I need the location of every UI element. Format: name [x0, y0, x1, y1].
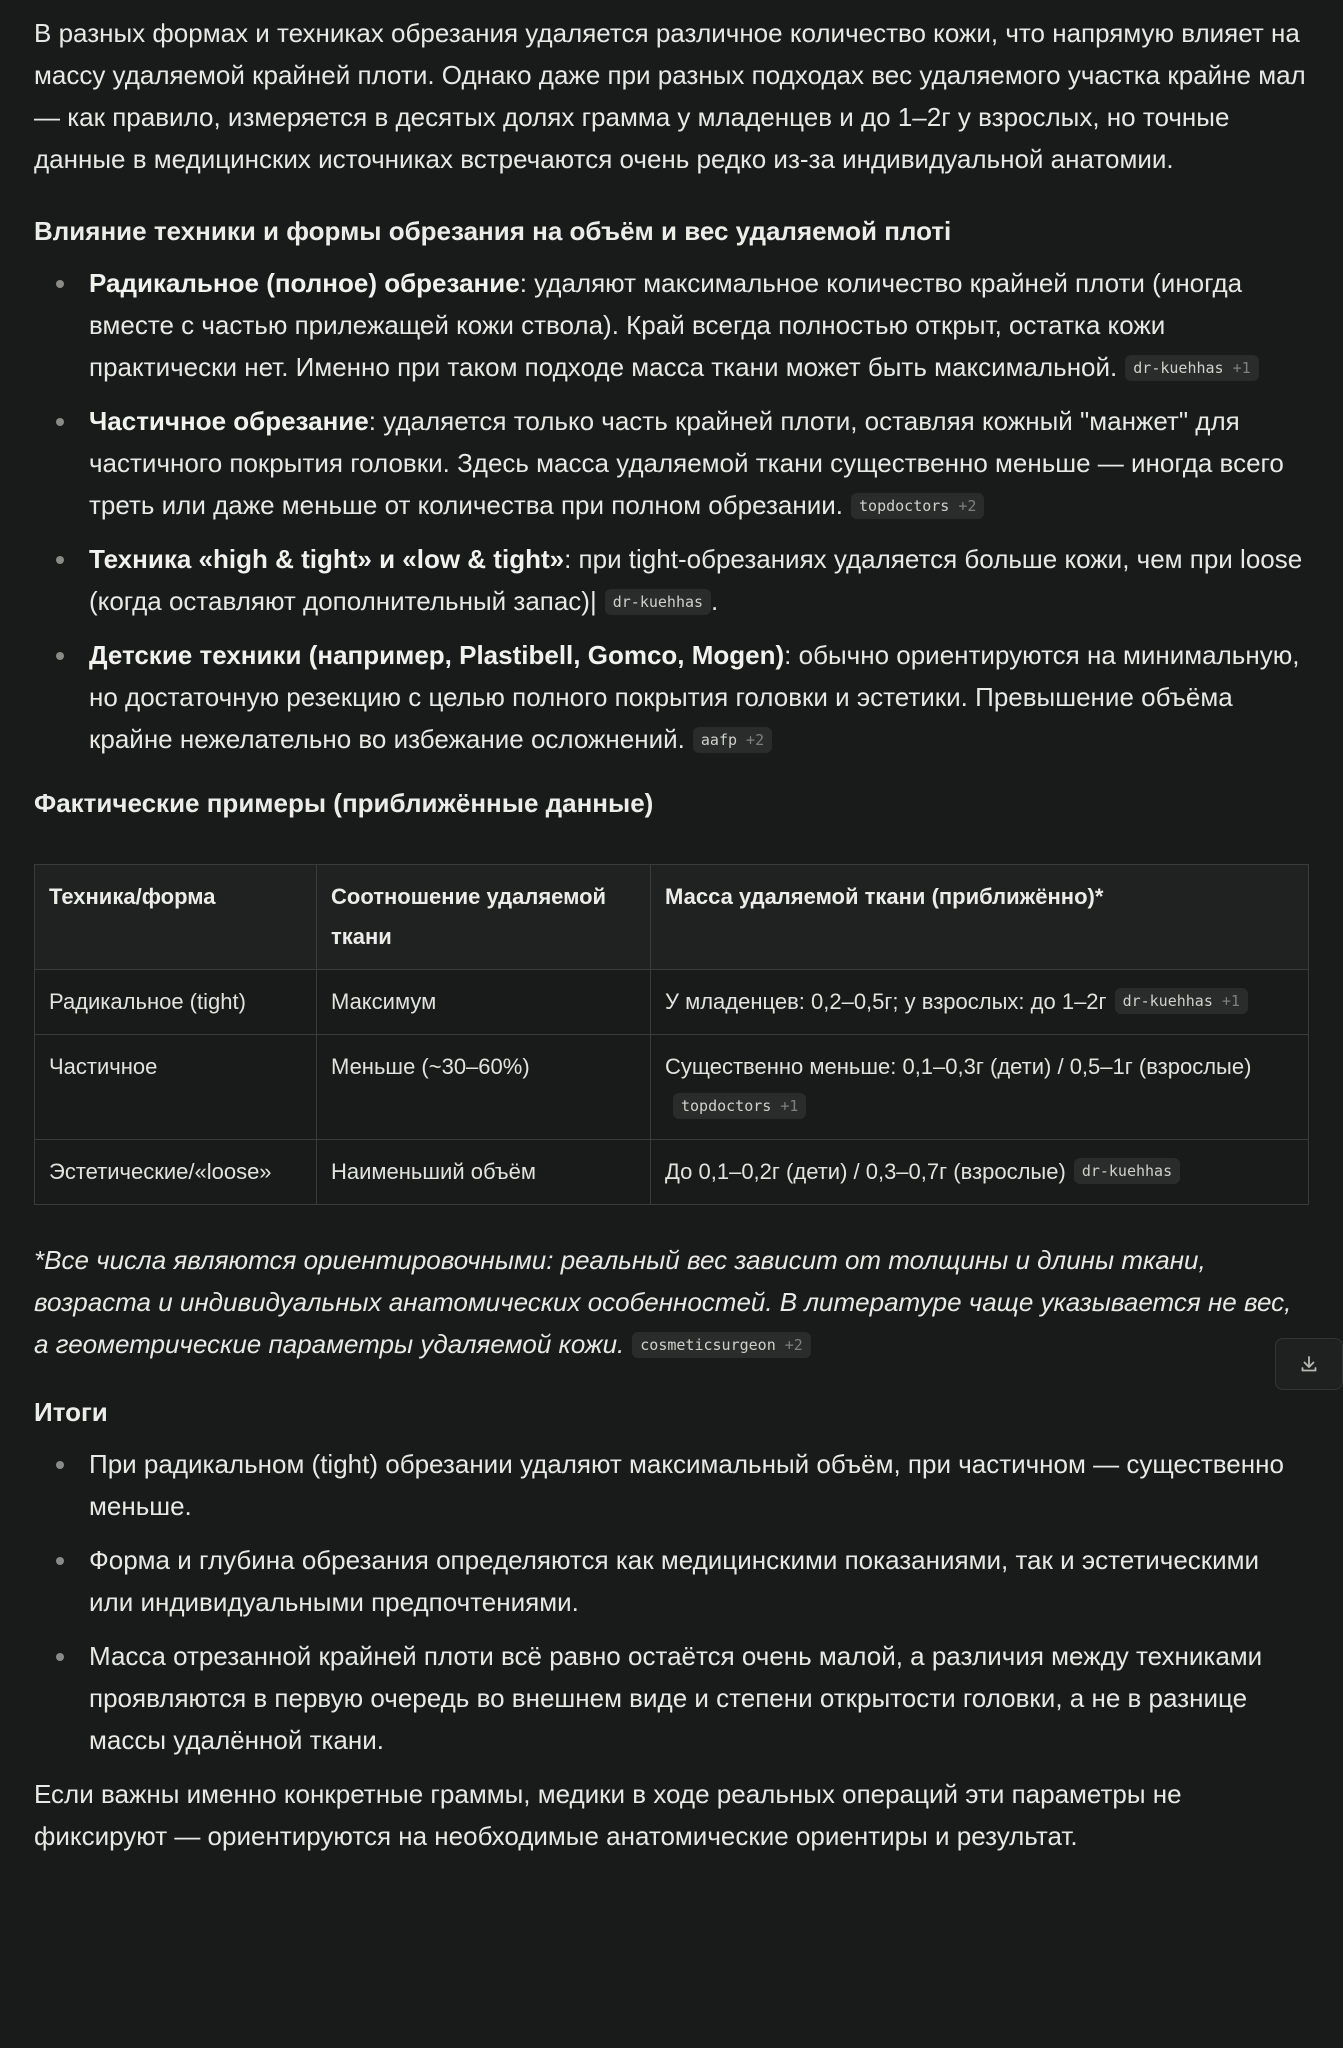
citation-chip[interactable] — [851, 493, 984, 519]
summary-list — [34, 1443, 1309, 1761]
download-table-button[interactable] — [1275, 1338, 1343, 1390]
citation-source: cosmeticsurgeon — [640, 1336, 776, 1354]
list-item-term: Радикальное (полное) обрезание — [89, 268, 520, 298]
table-header-cell: Масса удаляемой ткани (приближённо)* — [651, 865, 1309, 970]
list-item — [34, 538, 1309, 622]
table-cell-text: До 0,1–0,2г (дети) / 0,3–0,7г (взрослые) — [665, 1159, 1066, 1184]
table-header-cell: Техника/форма — [35, 865, 317, 970]
list-item — [34, 634, 1309, 760]
table-cell — [651, 970, 1309, 1035]
citation-more: +1 — [1232, 359, 1251, 377]
citation-more: +2 — [958, 497, 977, 515]
section-heading-summary: Итоги — [34, 1397, 108, 1427]
citation-source: dr-kuehhas — [1081, 1162, 1173, 1180]
list-item-term: Частичное обрезание — [89, 406, 369, 436]
citation-source: dr-kuehhas — [612, 593, 704, 611]
citation-source: topdoctors — [681, 1097, 772, 1115]
list-item: Форма и глубина обрезания определяются как медицинскими показаниями, так и эстетическими или индивидуальными предпочтениями. — [34, 1539, 1309, 1623]
list-item: При радикальном (tight) обрезании удаляют максимальный объём, при частичном — существенно меньше. — [34, 1443, 1309, 1527]
table-cell-text: Существенно меньше: 0,1–0,3г (дети) / 0,5–1г (взрослые) — [665, 1054, 1252, 1079]
citation-more: +1 — [1221, 992, 1240, 1010]
section-heading-technique: Влияние техники и формы обрезания на объём и вес удаляемой плоті — [34, 216, 952, 246]
table-cell: Наименьший объём — [317, 1140, 651, 1205]
table-cell: Радикальное (tight) — [35, 970, 317, 1035]
list-item — [34, 262, 1309, 388]
list-item-text: : при tight-обрезаниях удаляется больше кожи, чем при loose (когда оставляют дополнительный запас)| — [89, 544, 1303, 616]
citation-more: +2 — [746, 731, 765, 749]
closing-paragraph: Если важны именно конкретные граммы, медики в ходе реальных операций эти параметры не фиксируют — ориентируются на необходимые анатомические ориентиры и результат. — [34, 1779, 1182, 1851]
table-cell: Максимум — [317, 970, 651, 1035]
download-icon — [1299, 1354, 1319, 1374]
table-header-cell: Соотношение удаляемой ткани — [317, 865, 651, 970]
citation-more: +1 — [780, 1097, 799, 1115]
examples-table — [34, 864, 1309, 1205]
table-cell-text: У младенцев: 0,2–0,5г; у взрослых: до 1–2г — [665, 989, 1107, 1014]
table-cell — [651, 1140, 1309, 1205]
list-item-text: : обычно ориентируются на минимальную, но достаточную резекцию с целью полного покрытия головки и эстетики. Превышение объёма крайне нежелательно во избежание осложнений. — [89, 640, 1300, 754]
citation-chip[interactable] — [1115, 988, 1248, 1014]
citation-source: dr-kuehhas — [1133, 359, 1224, 377]
citation-chip[interactable] — [605, 589, 711, 615]
table-row — [35, 1140, 1309, 1205]
examples-table-wrapper — [34, 864, 1309, 1205]
citation-source: aafp — [700, 731, 738, 749]
table-header-row — [35, 865, 1309, 970]
table-cell — [651, 1035, 1309, 1140]
table-cell: Эстетические/«loose» — [35, 1140, 317, 1205]
list-item-term: Техника «high & tight» и «low & tight» — [89, 544, 565, 574]
citation-chip[interactable] — [693, 727, 772, 753]
technique-list — [34, 262, 1309, 760]
footnote-text: *Все числа являются ориентировочными: реальный вес зависит от толщины и длины ткани, возраста и индивидуальных анатомических особенностей. В литературе чаще указывается не вес, а геометрические параметры удаляемой кожи. — [34, 1245, 1292, 1359]
citation-source: dr-kuehhas — [1122, 992, 1213, 1010]
table-cell: Меньше (~30–60%) — [317, 1035, 651, 1140]
footnote — [34, 1239, 1309, 1365]
intro-paragraph: В разных формах и техниках обрезания удаляется различное количество кожи, что напрямую влияет на массу удаляемой крайней плоти. Однако даже при разных подходах вес удаляемого участка крайне мал — как правило, измеряется в десятых долях грамма у младенцев и до 1–2г у взрослых, но точные данные в медицинских источниках встречаются очень редко из-за индивидуальной анатомии. — [34, 18, 1306, 174]
section-heading-examples: Фактические примеры (приближённые данные) — [34, 788, 654, 818]
table-row — [35, 1035, 1309, 1140]
table-row — [35, 970, 1309, 1035]
citation-chip[interactable] — [632, 1332, 811, 1358]
citation-source: topdoctors — [859, 497, 950, 515]
citation-more: +2 — [784, 1336, 803, 1354]
citation-chip[interactable] — [1074, 1158, 1180, 1184]
table-cell: Частичное — [35, 1035, 317, 1140]
list-item — [34, 400, 1309, 526]
list-item-text: : удаляют максимальное количество крайней плоти (иногда вместе с частью прилежащей кожи ствола). Край всегда полностью открыт, остатка кожи практически нет. Именно при таком подходе масса ткани может быть максимальной. — [89, 268, 1243, 382]
list-item-term: Детские техники (например, Plastibell, Gomco, Mogen) — [89, 640, 785, 670]
list-item-trailing: . — [711, 586, 719, 616]
citation-chip[interactable] — [1125, 355, 1258, 381]
citation-chip[interactable] — [673, 1093, 806, 1119]
list-item: Масса отрезанной крайней плоти всё равно остаётся очень малой, а различия между техниками проявляются в первую очередь во внешнем виде и степени открытости головки, а не в разнице массы удалённой ткани. — [34, 1635, 1309, 1761]
list-item-text: : удаляется только часть крайней плоти, оставляя кожный "манжет" для частичного покрытия головки. Здесь масса удаляемой ткани существенно меньше — иногда всего треть или даже меньше от количества при полном обрезании. — [89, 406, 1284, 520]
